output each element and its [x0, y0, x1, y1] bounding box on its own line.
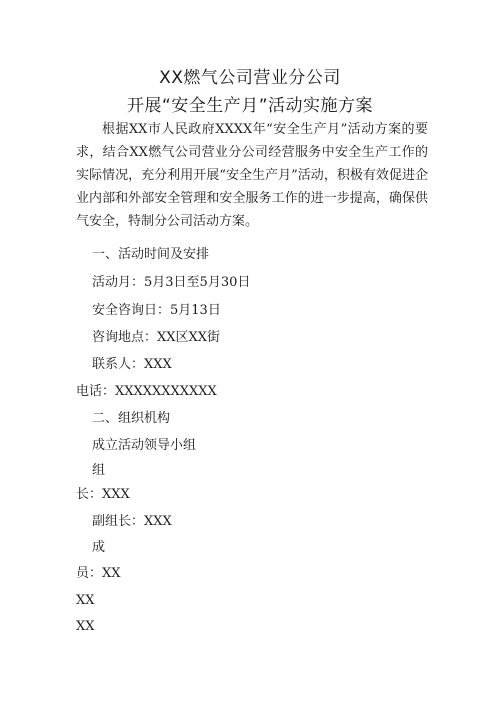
section1-heading: 一、活动时间及安排: [92, 247, 210, 262]
org-setup: 成立活动领导小组: [92, 438, 197, 453]
consult-day: 安全咨询日：5月13日: [92, 303, 221, 318]
member-3: XX: [76, 619, 95, 634]
section2-heading: 二、组织机构: [92, 411, 171, 426]
leader-part2: 长：XXX: [76, 487, 130, 502]
intro-paragraph: 根据XX市人民政府XXXX年“安全生产月”活动方案的要求，结合XX燃气公司营业分公司经营服务中安全生产工作的实际情况，充分利用开展“安全生产月”活动，积极有效促进企业内部和外部安全管理和安全服务工作的进一步提高，确保供气安全，特制分公司活动方案。: [76, 122, 428, 229]
deputy-leader: 副组长：XXX: [92, 514, 172, 529]
members-part1: 成: [92, 540, 106, 555]
member-2: XX: [76, 593, 95, 608]
document-title-line1: XX燃气公司营业分公司: [159, 68, 341, 88]
members-part2: 员：XX: [76, 566, 121, 581]
consult-place: 咨询地点：XX区XX街: [92, 330, 221, 345]
leader-part1: 组: [92, 463, 106, 478]
contact-person: 联系人：XXX: [92, 357, 172, 372]
document-title-line2: 开展“安全生产月”活动实施方案: [126, 96, 374, 116]
activity-month: 活动月：5月3日至5月30日: [92, 275, 251, 290]
phone-line: 电话：XXXXXXXXXXX: [76, 384, 217, 399]
